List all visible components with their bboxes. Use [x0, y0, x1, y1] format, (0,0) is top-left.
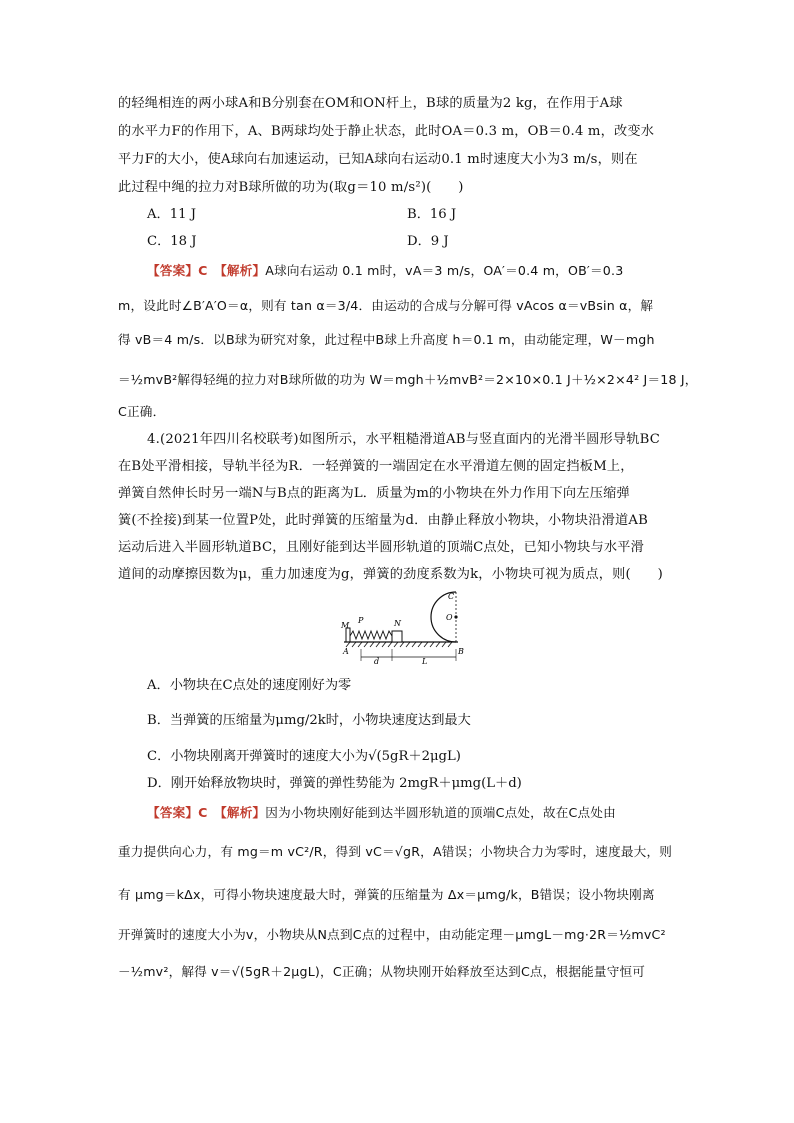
q4-option-a-text: 小物块在C点处的速度刚好为零	[169, 678, 352, 693]
label-a: A	[343, 647, 349, 656]
q4-line-3: 弹簧自然伸长时另一端N与B点的距离为L．质量为m的小物块在外力作用下向左压缩弹	[118, 486, 630, 501]
q4-option-a	[147, 676, 351, 696]
ground-hatch	[346, 642, 452, 647]
q4-option-b-letter: B．	[147, 713, 170, 728]
q3-answer-tag: 【答案】C	[147, 263, 208, 278]
center-point	[454, 615, 457, 618]
q3-option-c	[147, 232, 197, 252]
q4-option-a-letter: A．	[147, 678, 170, 693]
q4-option-d	[147, 774, 522, 794]
q3-option-b	[407, 205, 456, 225]
q4-answer-tag: 【答案】C	[147, 805, 208, 820]
q3-option-a	[147, 205, 196, 225]
q3-solution-line-3: 得 vB＝4 m/s．以B球为研究对象，此过程中B球上升高度 h＝0.1 m，由动能定理，W－mgh	[118, 332, 655, 347]
q4-line-2: 在B处平滑相接，导轨半径为R．一轻弹簧的一端固定在水平滑道左侧的固定挡板M上，	[118, 459, 634, 474]
label-o: O	[446, 613, 453, 622]
q4-solution-line-3: 有 μmg＝kΔx，可得小物块速度最大时，弹簧的压缩量为 Δx＝μmg/k，B错误；设小物块刚离	[118, 887, 655, 902]
q4-option-c-letter: C．	[147, 749, 171, 764]
q3-line-3: 平力F的大小，使A球向右加速运动，已知A球向右运动0.1 m时速度大小为3 m/s，则在	[118, 152, 638, 167]
q3-option-c-letter: C．	[147, 234, 171, 249]
q3-line-1: 的轻绳相连的两小球A和B分别套在OM和ON杆上，B球的质量为2 kg，在作用于A球	[118, 96, 623, 111]
q3-line-2: 的水平力F的作用下，A、B两球均处于静止状态，此时OA＝0.3 m，OB＝0.4 m，改变水	[118, 124, 655, 139]
label-p: P	[358, 616, 364, 625]
q4-analysis-tag: 【解析】	[220, 805, 266, 820]
q4-solution-line-5: －½mv²，解得 v＝√(5gR＋2μgL)，C正确；从物块刚开始释放至达到C点，根据能量守恒可	[118, 964, 646, 979]
q3-option-c-text: 18 J	[170, 234, 197, 249]
q4-line-5: 运动后进入半圆形轨道BC，且刚好能到达半圆形轨道的顶端C点处，已知小物块与水平滑	[118, 540, 645, 555]
label-d: d	[374, 657, 380, 666]
label-c: C	[448, 592, 455, 601]
q4-option-b	[147, 711, 471, 731]
q3-solution-line-5: C正确．	[118, 404, 166, 419]
q4-option-d-text: 刚开始释放物块时，弹簧的弹性势能为 2mgR＋μmg(L＋d)	[170, 776, 522, 791]
q3-solution-line-4: ＝½mvB²解得轻绳的拉力对B球所做的功为 W＝mgh＋½mvB²＝2×10×0.1 J＋½×2×4² J＝18 J，	[118, 372, 698, 387]
q3-option-d	[407, 232, 449, 252]
q3-solution-line-2: m，设此时∠B′A′O＝α，则有 tan α＝3/4．由运动的合成与分解可得 vAcos α＝vBsin α，解	[118, 298, 654, 313]
label-b: B	[458, 647, 464, 656]
q4-solution-line-4: 开弹簧时的速度大小为v，小物块从N点到C点的过程中，由动能定理－μmgL－mg·2R＝½mvC²	[118, 927, 666, 942]
spring-track-diagram	[340, 591, 500, 669]
label-l: L	[422, 657, 428, 666]
q3-analysis-tag: 【解析】	[220, 263, 266, 278]
q3-option-b-letter: B．	[407, 207, 430, 222]
q3-option-b-text: 16 J	[429, 207, 457, 222]
label-n: N	[394, 619, 401, 628]
q4-option-b-text: 当弹簧的压缩量为μmg/2k时，小物块速度达到最大	[169, 713, 471, 728]
q3-option-d-letter: D．	[407, 234, 431, 249]
q3-solution-text-1: A球向右运动 0.1 m时，vA＝3 m/s，OA′＝0.4 m，OB′＝0.3	[265, 263, 624, 278]
block	[392, 631, 402, 642]
q4-option-c	[147, 747, 461, 767]
q3-line-4: 此过程中绳的拉力对B球所做的功为(取g＝10 m/s²)( )	[118, 180, 464, 195]
q4-line-6: 道间的动摩擦因数为μ，重力加速度为g，弹簧的劲度系数为k，小物块可视为质点，则( )	[118, 567, 664, 582]
q4-line-4: 簧(不拴接)到某一位置P处，此时弹簧的压缩量为d．由静止释放小物块，小物块沿滑道AB	[118, 513, 648, 528]
q3-option-a-letter: A．	[147, 207, 170, 222]
q4-option-d-letter: D．	[147, 776, 171, 791]
q4-solution-text-1: 因为小物块刚好能到达半圆形轨道的顶端C点处，故在C点处由	[265, 805, 616, 820]
q4-solution-line-2: 重力提供向心力，有 mg＝m vC²/R，得到 vC＝√gR，A错误；小物块合力为零时，速度最大，则	[118, 844, 673, 859]
q4-option-c-text: 小物块刚离开弹簧时的速度大小为√(5gR＋2μgL)	[170, 749, 461, 764]
spring	[350, 631, 392, 639]
q4-line-1: 4.(2021年四川名校联考)如图所示，水平粗糙滑道AB与竖直面内的光滑半圆形导轨BC	[147, 432, 661, 447]
label-m: M	[341, 621, 350, 630]
q3-option-a-text: 11 J	[169, 207, 196, 222]
q4-solution-line-1	[147, 803, 707, 823]
q3-solution-line-1	[147, 261, 707, 281]
q3-option-d-text: 9 J	[430, 234, 449, 249]
wall-plate-m	[346, 628, 350, 642]
